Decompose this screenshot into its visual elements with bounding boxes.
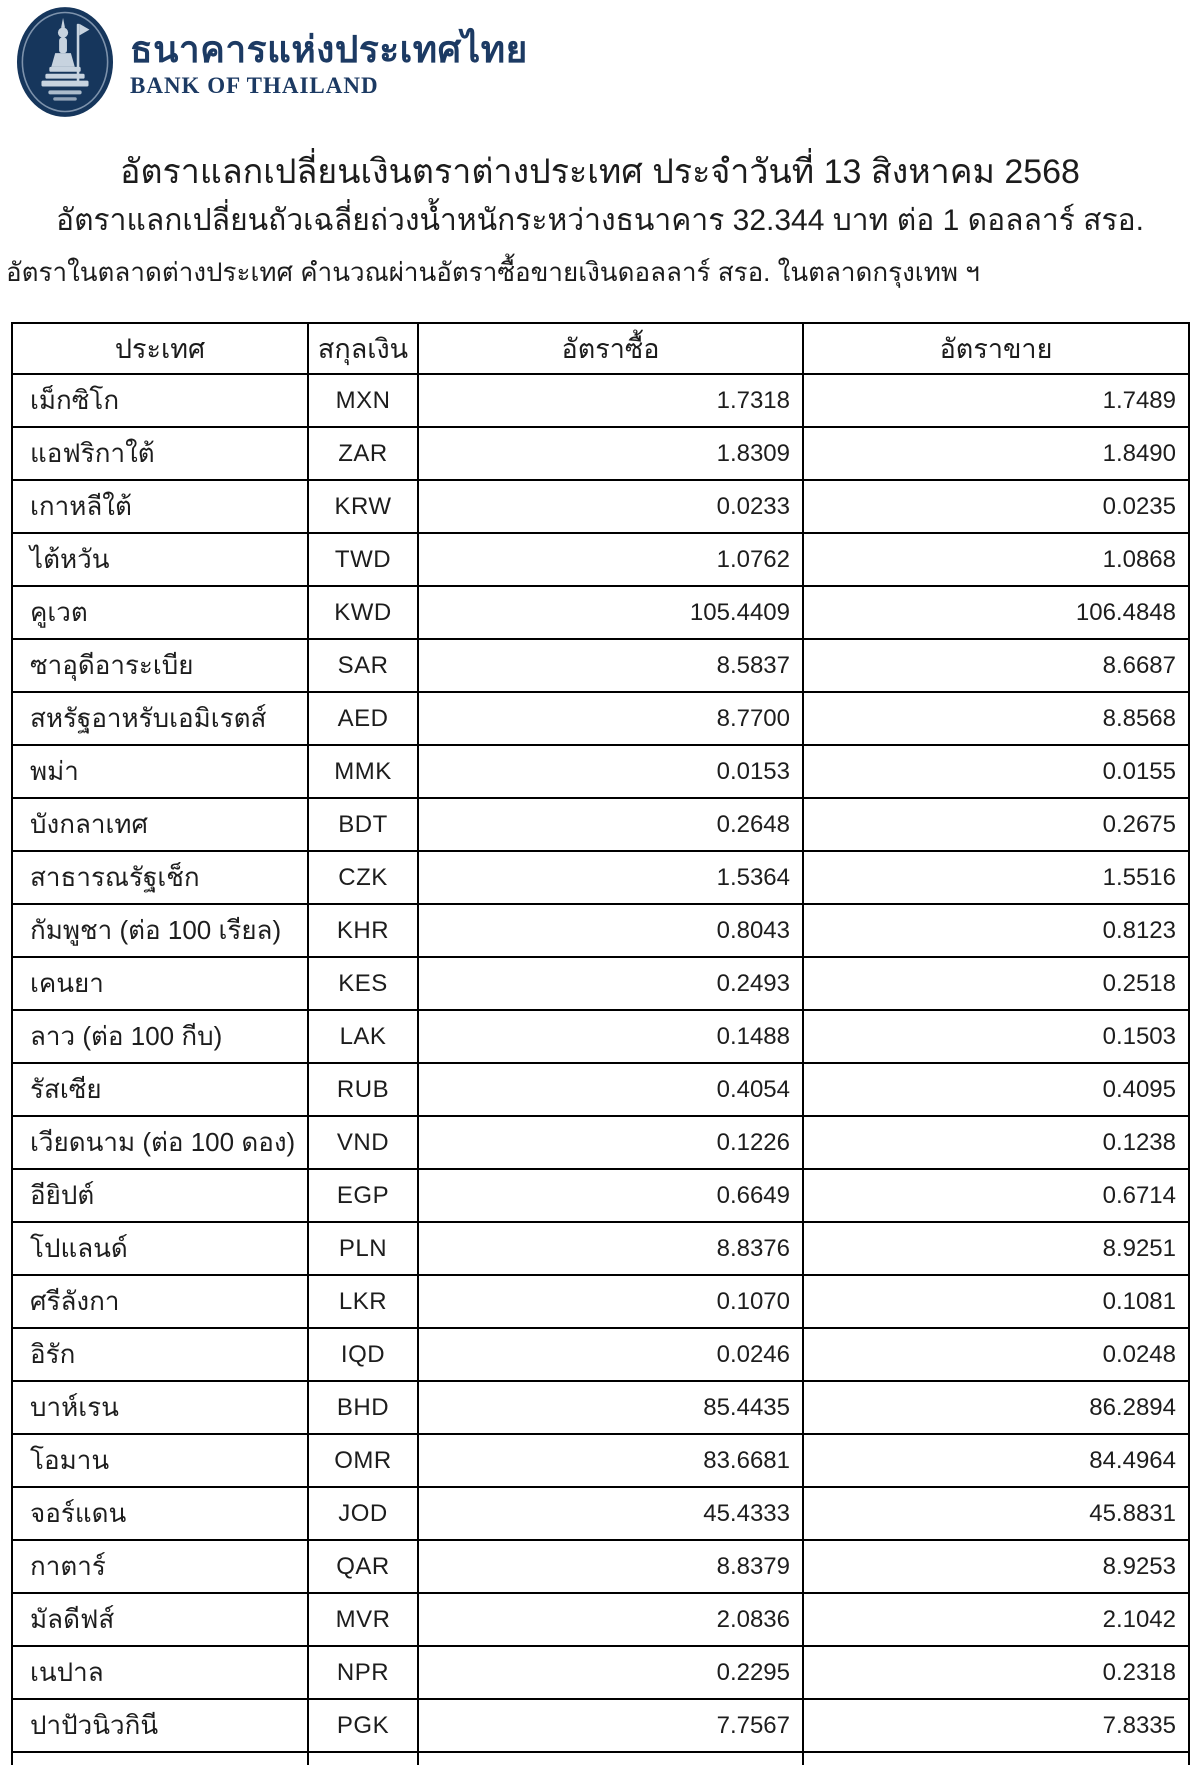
bank-of-thailand-logo-icon	[16, 6, 114, 118]
currency-code-cell: QAR	[308, 1540, 418, 1593]
currency-code-cell: PGK	[308, 1699, 418, 1752]
currency-code-cell: JOD	[308, 1487, 418, 1540]
country-cell: โปแลนด์	[12, 1222, 308, 1275]
buy-rate-cell: 0.1488	[418, 1010, 803, 1063]
country-cell: แอฟริกาใต้	[12, 427, 308, 480]
currency-code-cell: KWD	[308, 586, 418, 639]
buy-rate-cell: 0.2493	[418, 957, 803, 1010]
currency-code-cell: SAR	[308, 639, 418, 692]
sell-rate-cell: 8.9253	[803, 1540, 1189, 1593]
table-header-row	[12, 323, 1189, 374]
currency-code-cell: MXN	[308, 374, 418, 427]
country-cell: รัสเซีย	[12, 1063, 308, 1116]
currency-code-cell: KES	[308, 957, 418, 1010]
country-cell: มัลดีฟส์	[12, 1593, 308, 1646]
sell-rate-cell: 0.4095	[803, 1063, 1189, 1116]
column-header-country: ประเทศ	[12, 323, 308, 374]
buy-rate-cell: 7.7567	[418, 1699, 803, 1752]
country-cell: สาธารณรัฐเช็ก	[12, 851, 308, 904]
table-row	[12, 1328, 1189, 1381]
sell-rate-cell: 8.8568	[803, 692, 1189, 745]
country-cell: สหรัฐอาหรับเอมิเรตส์	[12, 692, 308, 745]
country-cell: เม็กซิโก	[12, 374, 308, 427]
sell-rate-cell: 0.6714	[803, 1169, 1189, 1222]
table-row-partial	[12, 1752, 1189, 1765]
country-cell: คูเวต	[12, 586, 308, 639]
empty-cell	[418, 1752, 803, 1765]
table-row	[12, 957, 1189, 1010]
buy-rate-cell: 8.7700	[418, 692, 803, 745]
buy-rate-cell: 0.1226	[418, 1116, 803, 1169]
currency-code-cell: KRW	[308, 480, 418, 533]
country-cell: เนปาล	[12, 1646, 308, 1699]
table-row	[12, 1169, 1189, 1222]
currency-code-cell: IQD	[308, 1328, 418, 1381]
country-cell: กาตาร์	[12, 1540, 308, 1593]
currency-code-cell: VND	[308, 1116, 418, 1169]
buy-rate-cell: 0.4054	[418, 1063, 803, 1116]
sell-rate-cell: 0.1081	[803, 1275, 1189, 1328]
country-cell: บังกลาเทศ	[12, 798, 308, 851]
buy-rate-cell: 0.0246	[418, 1328, 803, 1381]
sell-rate-cell: 0.0248	[803, 1328, 1189, 1381]
table-row	[12, 904, 1189, 957]
sell-rate-cell: 1.0868	[803, 533, 1189, 586]
buy-rate-cell: 1.7318	[418, 374, 803, 427]
sell-rate-cell: 106.4848	[803, 586, 1189, 639]
table-row	[12, 1275, 1189, 1328]
table-row	[12, 374, 1189, 427]
empty-cell	[12, 1752, 308, 1765]
sell-rate-cell: 0.0235	[803, 480, 1189, 533]
country-cell: ปาปัวนิวกินี	[12, 1699, 308, 1752]
exchange-rate-table	[11, 322, 1190, 1765]
foreign-market-note: อัตราในตลาดต่างประเทศ คำนวณผ่านอัตราซื้อขายเงินดอลลาร์ สรอ. ในตลาดกรุงเทพ ฯ	[6, 257, 980, 287]
sell-rate-cell: 0.8123	[803, 904, 1189, 957]
table-row	[12, 1699, 1189, 1752]
currency-code-cell: TWD	[308, 533, 418, 586]
bank-logo-text	[130, 6, 528, 99]
table-row	[12, 480, 1189, 533]
table-row	[12, 1540, 1189, 1593]
currency-code-cell: CZK	[308, 851, 418, 904]
weighted-average-rate-line: อัตราแลกเปลี่ยนถัวเฉลี่ยถ่วงน้ำหนักระหว่างธนาคาร 32.344 บาท ต่อ 1 ดอลลาร์ สรอ.	[56, 204, 1144, 237]
column-header-currency: สกุลเงิน	[308, 323, 418, 374]
empty-cell	[308, 1752, 418, 1765]
currency-code-cell: KHR	[308, 904, 418, 957]
sell-rate-cell: 0.1238	[803, 1116, 1189, 1169]
rates-table-body	[12, 374, 1189, 1765]
currency-code-cell: LKR	[308, 1275, 418, 1328]
country-cell: เกาหลีใต้	[12, 480, 308, 533]
empty-cell	[803, 1752, 1189, 1765]
country-cell: อิรัก	[12, 1328, 308, 1381]
buy-rate-cell: 45.4333	[418, 1487, 803, 1540]
table-row	[12, 639, 1189, 692]
table-row	[12, 586, 1189, 639]
table-row	[12, 1646, 1189, 1699]
sell-rate-cell: 2.1042	[803, 1593, 1189, 1646]
country-cell: ศรีลังกา	[12, 1275, 308, 1328]
column-header-sell-rate: อัตราขาย	[803, 323, 1189, 374]
buy-rate-cell: 8.5837	[418, 639, 803, 692]
column-header-buy-rate: อัตราซื้อ	[418, 323, 803, 374]
page-title: อัตราแลกเปลี่ยนเงินตราต่างประเทศ ประจำวันที่ 13 สิงหาคม 2568	[120, 153, 1080, 191]
currency-code-cell: BDT	[308, 798, 418, 851]
buy-rate-cell: 85.4435	[418, 1381, 803, 1434]
buy-rate-cell: 1.8309	[418, 427, 803, 480]
table-row	[12, 427, 1189, 480]
sell-rate-cell: 0.1503	[803, 1010, 1189, 1063]
currency-code-cell: MVR	[308, 1593, 418, 1646]
buy-rate-cell: 0.8043	[418, 904, 803, 957]
bank-name-thai: ธนาคารแห่งประเทศไทย	[130, 29, 528, 70]
buy-rate-cell: 0.0153	[418, 745, 803, 798]
country-cell: เวียดนาม (ต่อ 100 ดอง)	[12, 1116, 308, 1169]
table-row	[12, 1487, 1189, 1540]
table-row	[12, 1593, 1189, 1646]
country-cell: โอมาน	[12, 1434, 308, 1487]
table-row	[12, 1010, 1189, 1063]
country-cell: อียิปต์	[12, 1169, 308, 1222]
table-row	[12, 533, 1189, 586]
currency-code-cell: LAK	[308, 1010, 418, 1063]
sell-rate-cell: 1.5516	[803, 851, 1189, 904]
country-cell: พม่า	[12, 745, 308, 798]
buy-rate-cell: 8.8376	[418, 1222, 803, 1275]
currency-code-cell: MMK	[308, 745, 418, 798]
sell-rate-cell: 0.2318	[803, 1646, 1189, 1699]
sell-rate-cell: 8.9251	[803, 1222, 1189, 1275]
buy-rate-cell: 0.2648	[418, 798, 803, 851]
buy-rate-cell: 2.0836	[418, 1593, 803, 1646]
buy-rate-cell: 0.6649	[418, 1169, 803, 1222]
bank-logo-block	[16, 6, 528, 118]
sell-rate-cell: 0.0155	[803, 745, 1189, 798]
sell-rate-cell: 86.2894	[803, 1381, 1189, 1434]
currency-code-cell: AED	[308, 692, 418, 745]
currency-code-cell: BHD	[308, 1381, 418, 1434]
sell-rate-cell: 8.6687	[803, 639, 1189, 692]
currency-code-cell: RUB	[308, 1063, 418, 1116]
buy-rate-cell: 8.8379	[418, 1540, 803, 1593]
currency-code-cell: ZAR	[308, 427, 418, 480]
buy-rate-cell: 83.6681	[418, 1434, 803, 1487]
table-row	[12, 798, 1189, 851]
exchange-rate-table-wrap	[11, 322, 1190, 1765]
country-cell: ลาว (ต่อ 100 กีบ)	[12, 1010, 308, 1063]
currency-code-cell: PLN	[308, 1222, 418, 1275]
currency-code-cell: NPR	[308, 1646, 418, 1699]
sell-rate-cell: 0.2518	[803, 957, 1189, 1010]
buy-rate-cell: 1.5364	[418, 851, 803, 904]
table-row	[12, 745, 1189, 798]
table-row	[12, 1381, 1189, 1434]
table-row	[12, 1063, 1189, 1116]
country-cell: เคนยา	[12, 957, 308, 1010]
sell-rate-cell: 1.7489	[803, 374, 1189, 427]
country-cell: จอร์แดน	[12, 1487, 308, 1540]
table-row	[12, 1116, 1189, 1169]
buy-rate-cell: 0.0233	[418, 480, 803, 533]
table-row	[12, 692, 1189, 745]
currency-code-cell: EGP	[308, 1169, 418, 1222]
buy-rate-cell: 105.4409	[418, 586, 803, 639]
sell-rate-cell: 0.2675	[803, 798, 1189, 851]
table-row	[12, 1434, 1189, 1487]
buy-rate-cell: 0.2295	[418, 1646, 803, 1699]
country-cell: ไต้หวัน	[12, 533, 308, 586]
table-row	[12, 851, 1189, 904]
bank-name-english: BANK OF THAILAND	[130, 72, 379, 98]
sell-rate-cell: 7.8335	[803, 1699, 1189, 1752]
currency-code-cell: OMR	[308, 1434, 418, 1487]
sell-rate-cell: 84.4964	[803, 1434, 1189, 1487]
country-cell: ซาอุดีอาระเบีย	[12, 639, 308, 692]
sell-rate-cell: 1.8490	[803, 427, 1189, 480]
country-cell: บาห์เรน	[12, 1381, 308, 1434]
table-row	[12, 1222, 1189, 1275]
buy-rate-cell: 0.1070	[418, 1275, 803, 1328]
buy-rate-cell: 1.0762	[418, 533, 803, 586]
country-cell: กัมพูชา (ต่อ 100 เรียล)	[12, 904, 308, 957]
sell-rate-cell: 45.8831	[803, 1487, 1189, 1540]
